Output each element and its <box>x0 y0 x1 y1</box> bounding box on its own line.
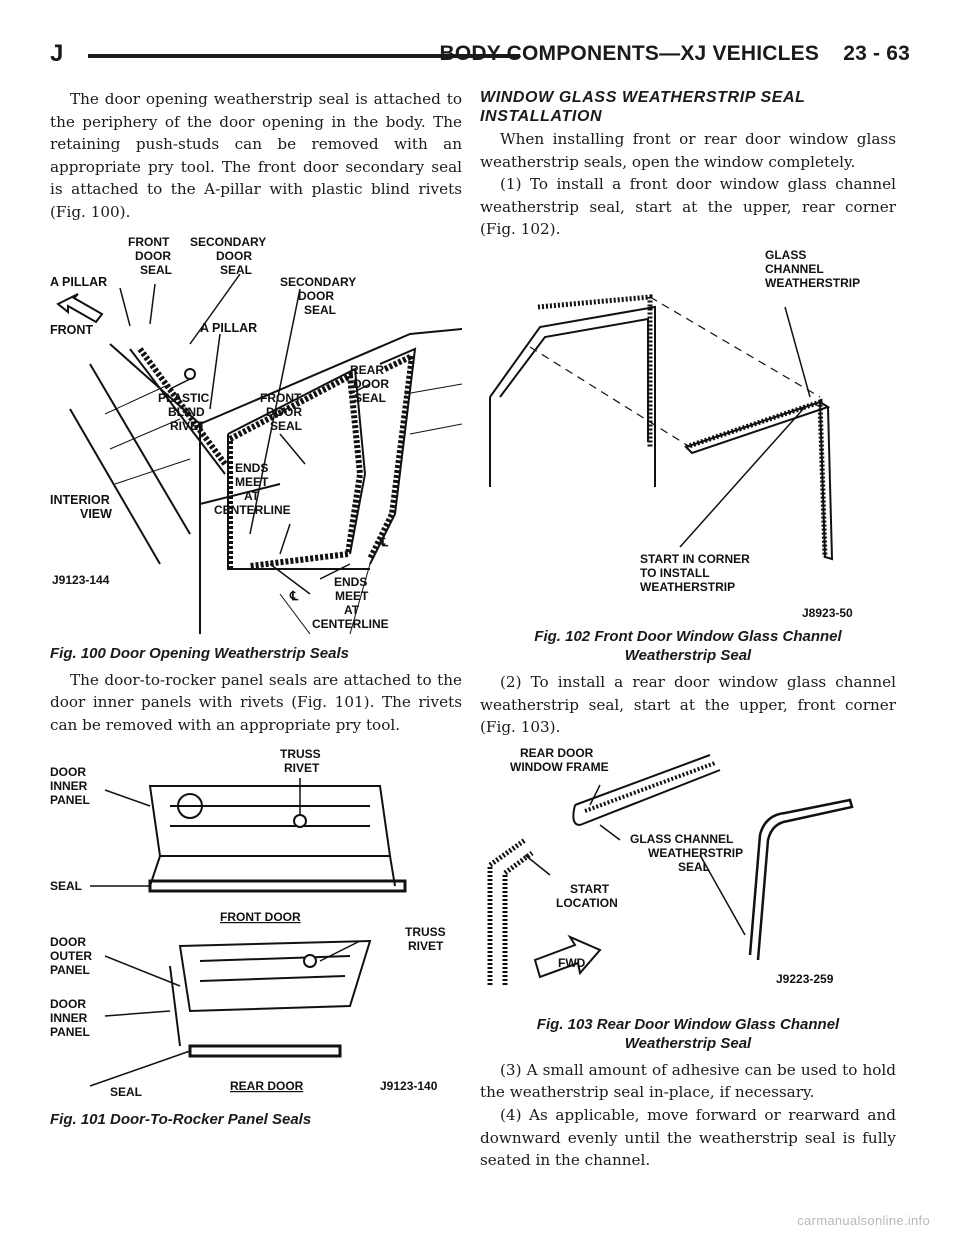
left-paragraph-1: The door opening weatherstrip seal is attached to the periphery of the door opening in the body. The retaining push-studs can be removed with an appropriate pry tool. The front door secondary seal is attached to the A-pillar with plastic blind rivets (Fig. 100). <box>50 90 462 221</box>
watermark: carmanualsonline.info <box>797 1213 930 1228</box>
rivet-icon <box>185 369 195 379</box>
label-rear-door-seal-1: REAR <box>350 362 385 377</box>
label-truss-2a: TRUSS <box>405 925 446 940</box>
label-interior: INTERIOR <box>50 492 110 507</box>
label-a-pillar: A PILLAR <box>50 274 108 289</box>
section-title: BODY COMPONENTS—XJ VEHICLES <box>439 42 820 65</box>
right-column <box>480 88 896 1172</box>
header-title <box>440 42 911 66</box>
label-truss-1b: RIVET <box>284 761 320 776</box>
left-paragraph-2: The door-to-rocker panel seals are attached to the door inner panels with rivets (Fig. 101). The rivets can be removed with an appropriate pry tool. <box>50 670 462 734</box>
figure-code-102: J8923-50 <box>802 605 853 620</box>
label-door-inner-1a: DOOR <box>50 765 86 780</box>
label-ends-1b: MEET <box>235 474 269 489</box>
label-front-door: FRONT DOOR <box>220 910 301 925</box>
label-door-inner-2b: INNER <box>50 1011 88 1026</box>
label-weatherstrip-2: WEATHERSTRIP <box>640 579 736 594</box>
label-ends-1c: AT <box>244 488 260 503</box>
label-front: FRONT <box>50 322 94 337</box>
label-glass-channel: GLASS CHANNEL <box>630 831 734 846</box>
label-channel: CHANNEL <box>765 261 824 276</box>
caption-fig-103-line-1: Fig. 103 Rear Door Window Glass Channel <box>536 1015 840 1033</box>
label-glass: GLASS <box>765 247 807 262</box>
right-paragraph-2: (1) To install a front door window glass channel weatherstrip seal, start at the upper, rear corner (Fig. 102). <box>480 175 896 239</box>
label-blind: BLIND <box>168 404 205 419</box>
label-door-inner-2a: DOOR <box>50 997 86 1012</box>
caption-fig-101: Fig. 101 Door-To-Rocker Panel Seals <box>50 1111 312 1129</box>
label-truss-2b: RIVET <box>408 939 444 954</box>
label-secondary-seal-2c: SEAL <box>304 302 337 317</box>
label-secondary-seal-1b: DOOR <box>216 248 252 263</box>
figure-103 <box>480 745 896 1053</box>
label-ends-2a: ENDS <box>334 574 368 589</box>
label-front-door-seal-b2: DOOR <box>266 404 302 419</box>
label-rivet: RIVET <box>170 418 206 433</box>
label-seal-1: SEAL <box>50 879 83 894</box>
label-a-pillar-2: A PILLAR <box>200 320 258 335</box>
label-secondary-seal-2b: DOOR <box>298 288 334 303</box>
truss-rivet-icon-1 <box>294 815 306 827</box>
label-secondary-seal-1a: SECONDARY <box>190 234 267 249</box>
label-door-outer-c: PANEL <box>50 963 90 978</box>
label-rear-door: REAR DOOR <box>520 745 594 760</box>
front-door-glass-channel-illustration <box>480 247 896 623</box>
label-secondary-seal-1c: SEAL <box>220 262 253 277</box>
label-ends-1d: CENTERLINE <box>214 502 291 517</box>
figure-code-101: J9123-140 <box>380 1079 438 1094</box>
label-front-door-seal-2: DOOR <box>135 248 171 263</box>
caption-fig-102-line-2: Weatherstrip Seal <box>624 646 752 664</box>
label-secondary-seal-2a: SECONDARY <box>280 274 357 289</box>
label-truss-1a: TRUSS <box>280 747 321 762</box>
header-letter: J <box>50 40 64 67</box>
caption-fig-103-line-2: Weatherstrip Seal <box>624 1034 752 1052</box>
centerline-symbol-1: ℄ <box>290 588 299 603</box>
label-start: START <box>570 881 610 896</box>
label-plastic: PLASTIC <box>158 390 210 405</box>
rear-door-glass-channel-illustration <box>480 745 896 1013</box>
label-door-inner-1b: INNER <box>50 779 88 794</box>
label-to-install: TO INSTALL <box>640 565 710 580</box>
section-heading: WINDOW GLASS WEATHERSTRIP SEAL INSTALLATION <box>480 89 806 125</box>
label-front-door-seal-1: FRONT <box>128 234 170 249</box>
right-paragraph-5: (4) As applicable, move forward or rearward and downward evenly until the weatherstrip seal is fully seated in the channel. <box>480 1105 896 1170</box>
label-front-door-seal-b1: FRONT <box>260 390 302 405</box>
label-view: VIEW <box>80 506 112 521</box>
label-rear-door-seal-2: DOOR <box>353 376 389 391</box>
label-ends-2b: MEET <box>335 588 369 603</box>
caption-fig-102 <box>480 627 896 665</box>
figure-102 <box>480 247 896 665</box>
label-weatherstrip: WEATHERSTRIP <box>765 275 861 290</box>
front-arrow-icon <box>58 294 102 322</box>
label-door-outer-b: OUTER <box>50 949 92 964</box>
label-front-door-seal-b3: SEAL <box>270 418 303 433</box>
door-to-rocker-seals-illustration <box>50 746 462 1102</box>
label-door-inner-1c: PANEL <box>50 793 90 808</box>
caption-fig-102-line-1: Fig. 102 Front Door Window Glass Channel <box>534 627 842 645</box>
centerline-symbol-2: ℄ <box>380 534 389 549</box>
truss-rivet-icon-2 <box>304 955 316 967</box>
label-front-door-seal-3: SEAL <box>140 262 173 277</box>
caption-fig-100: Fig. 100 Door Opening Weatherstrip Seals <box>50 644 349 662</box>
figure-code-100: J9123-144 <box>52 572 110 587</box>
label-start-in-corner: START IN CORNER <box>640 551 750 566</box>
label-door-inner-2c: PANEL <box>50 1025 90 1040</box>
figure-100 <box>50 234 462 663</box>
label-weatherstrip-3: WEATHERSTRIP <box>648 845 744 860</box>
rear-seal-strip <box>190 1046 340 1056</box>
page-number: 23 - 63 <box>843 42 910 65</box>
door-opening-seals-illustration <box>50 234 462 634</box>
label-seal-2: SEAL <box>110 1085 143 1100</box>
figure-code-103: J9223-259 <box>776 971 834 986</box>
label-fwd: FWD <box>558 955 586 970</box>
label-location: LOCATION <box>556 895 618 910</box>
right-paragraph-1: When installing front or rear door window glass weatherstrip seals, open the window completely. <box>480 130 896 171</box>
label-ends-1a: ENDS <box>235 460 269 475</box>
left-column <box>50 88 462 1129</box>
label-ends-2c: AT <box>344 602 360 617</box>
right-paragraph-4: (3) A small amount of adhesive can be used to hold the weatherstrip seal in-place, if necessary. <box>480 1060 896 1102</box>
label-seal-3: SEAL <box>678 859 711 874</box>
label-door-outer-a: DOOR <box>50 935 86 950</box>
front-seal-strip <box>150 881 405 891</box>
label-rear-door-seal-3: SEAL <box>354 390 387 405</box>
label-rear-door: REAR DOOR <box>230 1079 304 1094</box>
caption-fig-103 <box>480 1015 896 1053</box>
label-ends-2d: CENTERLINE <box>312 616 389 631</box>
label-window-frame: WINDOW FRAME <box>510 759 609 774</box>
page-header <box>50 40 910 80</box>
right-paragraph-3: (2) To install a rear door window glass channel weatherstrip seal, start at the upper, front corner (Fig. 103). <box>480 672 896 737</box>
figure-101 <box>50 746 462 1129</box>
